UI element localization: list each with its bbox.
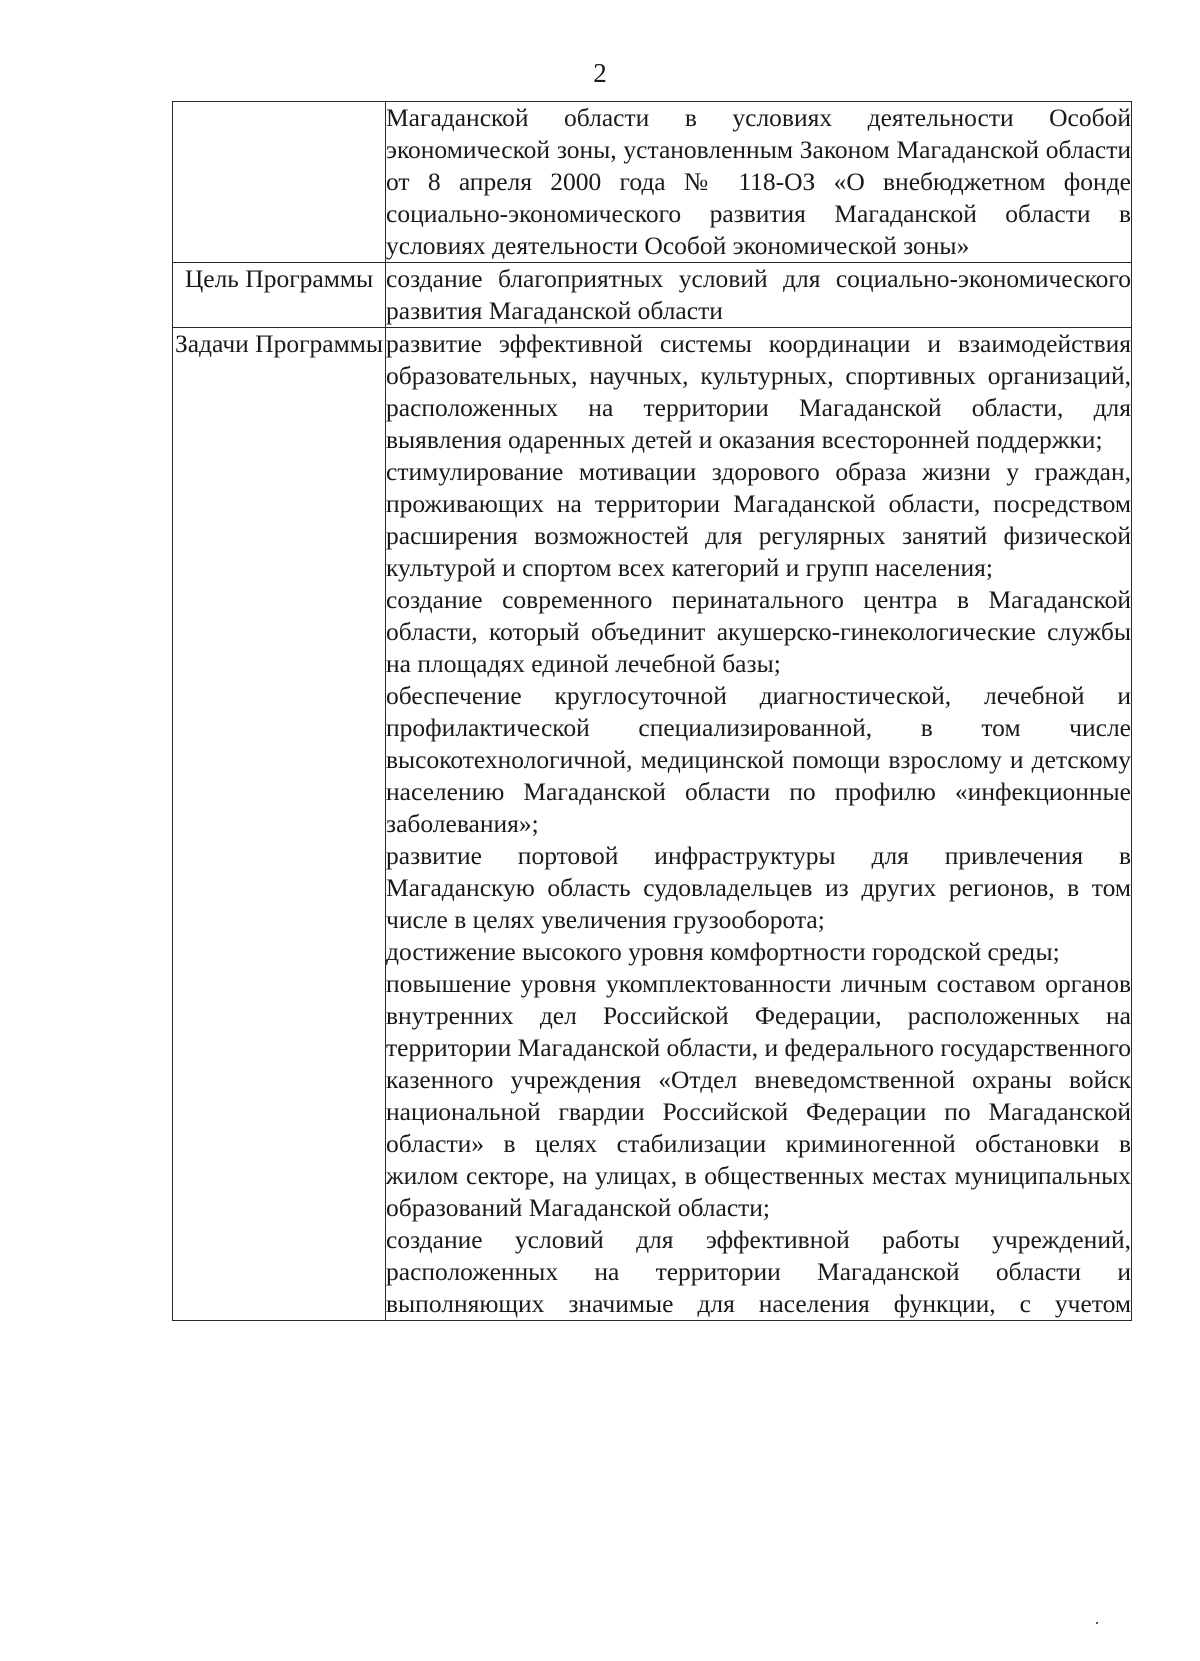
row-content [386, 102, 1132, 263]
row-label-goal: Цель Программы [173, 263, 386, 328]
paragraph: создание благоприятных условий для социально-экономического развития Магаданской области [386, 264, 1131, 325]
table-row [173, 263, 1132, 328]
row-label [173, 102, 386, 263]
table-row [173, 102, 1132, 263]
page-number: 2 [593, 58, 607, 88]
paragraph-continued: создание условий для эффективной работы учреждений, расположенных на территории Магаданской области и выполняющих значимые для населения функции, с учетом [386, 1225, 1131, 1318]
paragraph: повышение уровня укомплектованности личным составом органов внутренних дел Российской Федерации, расположенных на территории Магаданской области, и федерального государственного казенного учреждения «Отдел вневедомственной охраны войск национальной гвардии Российской Федерации по Магаданской области» в целях стабилизации криминогенной обстановки в жилом секторе, на улицах, в общественных местах муниципальных образований Магаданской области; [386, 969, 1131, 1222]
scan-speck [1096, 1622, 1098, 1624]
paragraph: развитие эффективной системы координации и взаимодействия образовательных, научных, культурных, спортивных организаций, расположенных на территории Магаданской области, для выявления одаренных детей и оказания всесторонней поддержки; [386, 329, 1131, 454]
paragraph: достижение высокого уровня комфортности городской среды; [386, 937, 1060, 966]
row-label-tasks: Задачи Программы [173, 328, 386, 1321]
row-content-goal [386, 263, 1132, 328]
paragraph: стимулирование мотивации здорового образа жизни у граждан, проживающих на территории Магаданской области, посредством расширения возможностей для регулярных занятий физической культурой и спортом всех категорий и групп населения; [386, 457, 1131, 582]
paragraph: создание современного перинатального центра в Магаданской области, который объединит акушерско-гинекологические службы на площадях единой лечебной базы; [386, 585, 1131, 678]
table-row [173, 328, 1132, 1321]
paragraph: обеспечение круглосуточной диагностической, лечебной и профилактической специализированной, в том числе высокотехнологичной, медицинской помощи взрослому и детскому населению Магаданской области по профилю «инфекционные заболевания»; [386, 681, 1131, 838]
paragraph: Магаданской области в условиях деятельности Особой экономической зоны, установленным Законом Магаданской области от 8 апреля 2000 года № 118-ОЗ «О внебюджетном фонде социально-экономического развития Магаданской области в условиях деятельности Особой экономической зоны» [386, 103, 1131, 260]
paragraph: развитие портовой инфраструктуры для привлечения в Магаданскую область судовладельцев из других регионов, в том числе в целях увеличения грузооборота; [386, 841, 1131, 934]
program-passport-table [172, 101, 1132, 1321]
row-content-tasks [386, 328, 1132, 1321]
